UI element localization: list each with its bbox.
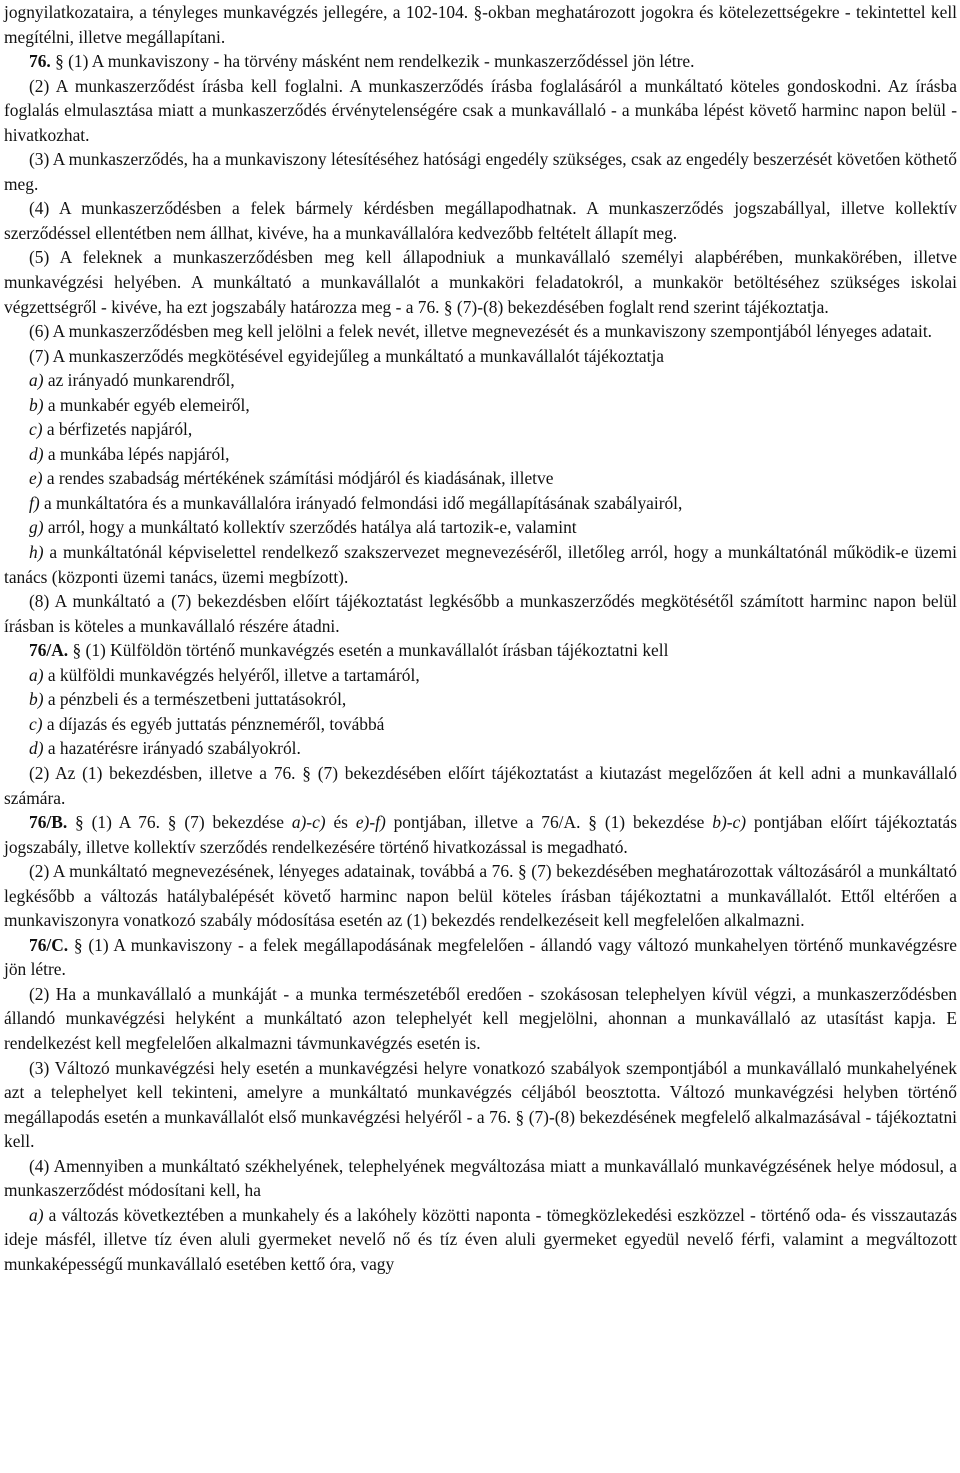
list-marker: g) (29, 517, 44, 538)
list-marker: b) (29, 689, 44, 710)
text-segment: (3) A munkaszerződés, ha a munkaviszony létesítéséhez hatósági engedély szükséges, csak az engedély beszerzését követően köthető meg. (4, 149, 957, 194)
list-marker: e) (29, 468, 43, 489)
paragraph (4, 344, 957, 369)
paragraph (4, 540, 957, 589)
list-marker: a) (29, 664, 44, 685)
text-segment: a külföldi munkavégzés helyéről, illetve a tartamáról, (43, 664, 420, 685)
text-segment: (2) Ha a munkavállaló a munkáját - a munka természetéből eredően - szokásosan telephelyen kívül végzi, a munkaszerződésben állandó munkavégzési helyként a munkáltató azon telephelyét kell megjelölni, ahonnan a munkavállaló az utasítást kapja. E rendelkezést kell megfelelően alkalmazni távmunkavégzés esetén is. (4, 983, 957, 1053)
paragraph (4, 761, 957, 810)
section-number: 76/C. (29, 934, 69, 955)
text-segment: a rendes szabadság mértékének számítási módjáról és kiadásának, illetve (42, 468, 554, 489)
list-marker: d) (29, 443, 44, 464)
paragraph (4, 859, 957, 933)
paragraph (4, 417, 957, 442)
paragraph (4, 0, 957, 49)
paragraph (4, 687, 957, 712)
list-marker: c) (29, 713, 43, 734)
list-marker: b) (29, 394, 44, 415)
text-segment: (6) A munkaszerződésben meg kell jelölni a felek nevét, illetve megnevezését és a munkaviszony szempontjából lényeges adatait. (29, 321, 933, 342)
text-segment: (2) Az (1) bekezdésben, illetve a 76. § (7) bekezdésében előírt tájékoztatást a kiutazást megelőzően át kell adni a munkavállaló számára. (4, 762, 957, 808)
text-segment: (3) Változó munkavégzési hely esetén a munkavégzési helyre vonatkozó szabályok szempontjából a munkavállaló munkahelyének azt a telephelyet kell tekinteni, amelyre a munkáltató munkavégzés céljából beosztotta. Változó munkavégzési helyben történő megállapodás esetén a munkavállalót első munkavégzési helyéről - a 76. § (7)-(8) bekezdésének megfelelő alkalmazásával - tájékoztatni kell. (4, 1057, 957, 1152)
text-segment: (7) A munkaszerződés megkötésével egyidejűleg a munkáltató a munkavállalót tájékoztatja (29, 345, 665, 366)
paragraph (4, 393, 957, 418)
paragraph (4, 736, 957, 761)
text-segment: (2) A munkaszerződést írásba kell foglalni. A munkaszerződés írásba foglalásáról a munkáltató köteles gondoskodni. Az írásba foglalás elmulasztása miatt a munkaszerződés érvénytelenségére csak a munkavállaló - a munkába lépést követő harminc napon belül - hivatkozhat. (4, 75, 957, 145)
text-segment: a munkáltatóra és a munkavállalóra irányadó felmondási idő megállapításának szabályairól, (39, 492, 683, 513)
section-number: 76/A. (29, 640, 69, 661)
text-segment: § (1) A 76. § (7) bekezdése (67, 812, 292, 833)
text-segment: § (1) A munkaviszony - ha törvény másként nem rendelkezik - munkaszerződéssel jön létre. (50, 51, 695, 72)
list-marker: e)-f) (355, 812, 386, 833)
text-segment: a munkabér egyéb elemeiről, (43, 394, 250, 415)
paragraph (4, 982, 957, 1056)
list-marker: a)-c) (291, 812, 326, 833)
paragraph (4, 368, 957, 393)
text-segment: a hazatérésre irányadó szabályokról. (43, 738, 301, 759)
text-segment: (4) Amennyiben a munkáltató székhelyének, telephelyének megváltozása miatt a munkavállaló munkavégzésének helye módosul, a munkaszerződést módosítani kell, ha (4, 1155, 957, 1201)
paragraph (4, 245, 957, 319)
text-segment: és (325, 812, 356, 833)
paragraph (4, 933, 957, 982)
section-number: 76/B. (29, 812, 68, 833)
paragraph (4, 466, 957, 491)
text-segment: a bérfizetés napjáról, (42, 419, 193, 440)
paragraph (4, 491, 957, 516)
text-segment: § (1) Külföldön történő munkavégzés esetén a munkavállalót írásban tájékoztatni kell (68, 640, 669, 661)
text-segment: pontjában előírt tájékoztatás jogszabály, illetve kollektív szerződés rendelkezésére történő hivatkozással is megadható. (4, 812, 957, 857)
section-number: 76. (29, 51, 51, 72)
list-marker: d) (29, 738, 44, 759)
paragraph (4, 1203, 957, 1277)
paragraph (4, 49, 957, 74)
list-marker: f) (29, 492, 40, 513)
text-segment: (4) A munkaszerződésben a felek bármely kérdésben megállapodhatnak. A munkaszerződés jogszabállyal, illetve kollektív szerződéssel ellentétben nem állhat, kivéve, ha a munkavállalóra kedvezőbb feltételt állapít meg. (4, 198, 957, 243)
text-segment: a munkába lépés napjáról, (43, 443, 230, 464)
text-segment: pontjában, illetve a 76/A. § (1) bekezdése (385, 812, 713, 833)
list-marker: a) (29, 370, 44, 391)
paragraph (4, 638, 957, 663)
text-segment: a pénzbeli és a természetbeni juttatásokról, (43, 689, 347, 710)
paragraph (4, 74, 957, 148)
paragraph (4, 1154, 957, 1203)
list-marker: b)-c) (712, 812, 747, 833)
text-segment: a díjazás és egyéb juttatás pénzneméről, továbbá (42, 713, 385, 734)
text-segment: (5) A feleknek a munkaszerződésben meg kell állapodniuk a munkavállaló személyi alapbérében, munkakörében, illetve munkavégzési helyében. A munkáltató a munkavállalót a munkaköri feladatokról, a munkakör betöltéséhez szükséges iskolai végzettségről - kivéve, ha ezt jogszabály határozza meg - a 76. § (7)-(8) bekezdésében foglalt rend szerint tájékoztatja. (4, 247, 957, 317)
text-segment: a munkáltatónál képviselettel rendelkező szakszervezet megnevezéséről, illetőleg arról, hogy a munkáltatónál működik-e üzemi tanács (központi üzemi tanács, üzemi megbízott). (4, 542, 957, 587)
text-segment: a változás következtében a munkahely és a lakóhely közötti naponta - tömegközlekedési eszközzel - történő oda- és visszautazás ideje másfél, illetve tíz éven aluli gyermeket nevelő nő és tíz éven aluli gyermeket egyedül nevelő férfi, valamint a megváltozott munkaképességű munkavállaló esetében kettő óra, vagy (4, 1204, 957, 1274)
document-page (4, 0, 957, 1276)
text-segment: (2) A munkáltató megnevezésének, lényeges adatainak, továbbá a 76. § (7) bekezdésében meghatározottak változásáról a munkáltató legkésőbb a változás hatálybalépését követő harminc napon belül köteles írásban tájékoztatni a munkavállalót. Ettől eltérően a munkaviszonyra vonatkozó szabály módosítása esetén az (1) bekezdés rendelkezéseit kell megfelelően alkalmazni. (4, 861, 957, 931)
paragraph (4, 319, 957, 344)
list-marker: a) (29, 1204, 44, 1225)
text-segment: jognyilatkozataira, a tényleges munkavégzés jellegére, a 102-104. §-okban meghatározott jogokra és kötelezettségekre - tekintettel kell megítélni, illetve megállapítani. (4, 2, 957, 47)
paragraph (4, 712, 957, 737)
paragraph (4, 196, 957, 245)
paragraph (4, 147, 957, 196)
text-segment: arról, hogy a munkáltató kollektív szerződés hatálya alá tartozik-e, valamint (43, 517, 577, 538)
paragraph (4, 589, 957, 638)
paragraph (4, 810, 957, 859)
list-marker: h) (29, 542, 44, 563)
paragraph (4, 442, 957, 467)
text-segment: § (1) A munkaviszony - a felek megállapodásának megfelelően - állandó vagy változó munkahelyen történő munkavégzésre jön létre. (4, 934, 957, 980)
list-marker: c) (29, 419, 43, 440)
text-segment: az irányadó munkarendről, (43, 370, 235, 391)
paragraph (4, 515, 957, 540)
text-segment: (8) A munkáltató a (7) bekezdésben előírt tájékoztatást legkésőbb a munkaszerződés megkötésétől számított harminc napon belül írásban is köteles a munkavállaló részére átadni. (4, 591, 957, 636)
paragraph (4, 663, 957, 688)
paragraph (4, 1056, 957, 1154)
